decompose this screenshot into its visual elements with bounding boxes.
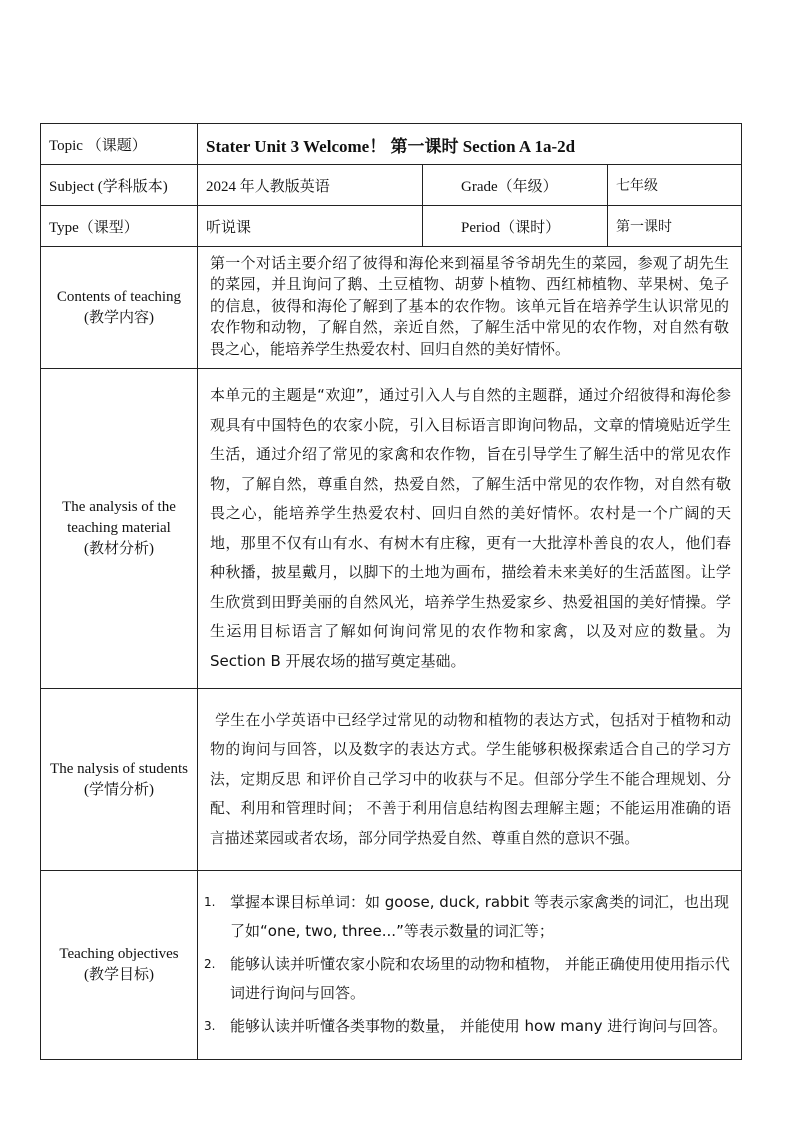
students-row bbox=[41, 689, 742, 871]
topic-value: Stater Unit 3 Welcome！ 第一课时 Section A 1a-2d bbox=[198, 124, 742, 165]
type-label: Type（课型） bbox=[41, 206, 198, 247]
objective-text: 能够认读并听懂各类事物的数量， 并能使用 how many 进行询问与回答。 bbox=[230, 1016, 728, 1035]
subject-value: 2024 年人教版英语 bbox=[198, 165, 423, 206]
subject-row bbox=[41, 165, 742, 206]
students-label-cn: (学情分析) bbox=[84, 781, 154, 798]
objectives-list bbox=[198, 888, 741, 1041]
period-label: Period（课时） bbox=[423, 206, 608, 247]
students-label bbox=[41, 689, 198, 871]
students-label-en: The nalysis of students bbox=[50, 760, 188, 777]
analysis-label bbox=[41, 369, 198, 689]
contents-row bbox=[41, 247, 742, 369]
objective-number: 2. bbox=[204, 956, 216, 971]
lesson-plan-table bbox=[40, 123, 742, 1060]
subject-label: Subject (学科版本) bbox=[41, 165, 198, 206]
type-row bbox=[41, 206, 742, 247]
type-value: 听说课 bbox=[198, 206, 423, 247]
grade-label: Grade（年级） bbox=[423, 165, 608, 206]
objective-number: 1. bbox=[204, 894, 216, 909]
contents-label-cn: (教学内容) bbox=[84, 309, 154, 326]
topic-label: Topic （课题） bbox=[41, 124, 198, 165]
objectives-row bbox=[41, 871, 742, 1060]
objective-item bbox=[198, 950, 731, 1008]
objectives-label bbox=[41, 871, 198, 1060]
contents-label bbox=[41, 247, 198, 369]
objective-text: 掌握本课目标单词：如 goose, duck, rabbit 等表示家禽类的词汇，也出现了如“one, two, three...”等表示数量的词汇等； bbox=[230, 892, 729, 940]
objectives-cell bbox=[198, 871, 742, 1060]
objective-item bbox=[198, 888, 731, 946]
analysis-label-en: The analysis of the teaching material bbox=[62, 499, 176, 536]
topic-row bbox=[41, 124, 742, 165]
students-text: 学生在小学英语中已经学过常见的动物和植物的表达方式，包括对于植物和动物的询问与回答，以及数字的表达方式。学生能够积极探索适合自己的学习方法，定期反思 和评价自己学习中的收获与不足。但部分学生不能合理规划、分配、利用和管理时间； 不善于利用信息结构图去理解主题；不能运用准确的语言描述菜园或者农场，部分同学热爱自然、尊重自然的意识不强。 bbox=[198, 689, 742, 871]
objectives-label-en: Teaching objectives bbox=[59, 946, 179, 962]
analysis-row bbox=[41, 369, 742, 689]
objective-text: 能够认读并听懂农家小院和农场里的动物和植物， 并能正确使用使用指示代词进行询问与回答。 bbox=[230, 954, 730, 1002]
period-value: 第一课时 bbox=[608, 206, 742, 247]
contents-text: 第一个对话主要介绍了彼得和海伦来到福星爷爷胡先生的菜园，参观了胡先生的菜园，并且询问了鹅、土豆植物、胡萝卜植物、西红柿植物、苹果树、兔子的信息，彼得和海伦了解到了基本的农作物。该单元旨在培养学生认识常见的农作物和动物，了解自然，亲近自然，了解生活中常见的农作物，对自然有敬畏之心，能培养学生热爱农村、回归自然的美好情怀。 bbox=[198, 247, 742, 369]
grade-value: 七年级 bbox=[608, 165, 742, 206]
objectives-label-cn: (教学目标) bbox=[84, 967, 154, 983]
objective-number: 3. bbox=[204, 1018, 216, 1033]
contents-label-en: Contents of teaching bbox=[56, 288, 182, 305]
analysis-text: 本单元的主题是“欢迎”，通过引入人与自然的主题群，通过介绍彼得和海伦参观具有中国特色的农家小院，引入目标语言即询问物品，文章的情境贴近学生生活，通过介绍了常见的家禽和农作物，旨在引导学生了解生活中的常见农作物，了解自然，尊重自然，热爱自然，了解生活中常见的农作物，对自然有敬畏之心，能培养学生热爱农村、回归自然的美好情怀。农村是一个广阔的天地，那里不仅有山有水、有树木有庄稼，更有一大批淳朴善良的农人，他们春种秋播，披星戴月，以脚下的土地为画布，描绘着未来美好的生活蓝图。让学生欣赏到田野美丽的自然风光，培养学生热爱家乡、热爱祖国的美好情操。学生运用目标语言了解如何询问常见的农作物和家禽，以及对应的数量。为 Section B 开展农场的描写奠定基础。 bbox=[198, 369, 742, 689]
objective-item bbox=[198, 1012, 731, 1041]
analysis-label-cn: (教材分析) bbox=[84, 541, 154, 557]
